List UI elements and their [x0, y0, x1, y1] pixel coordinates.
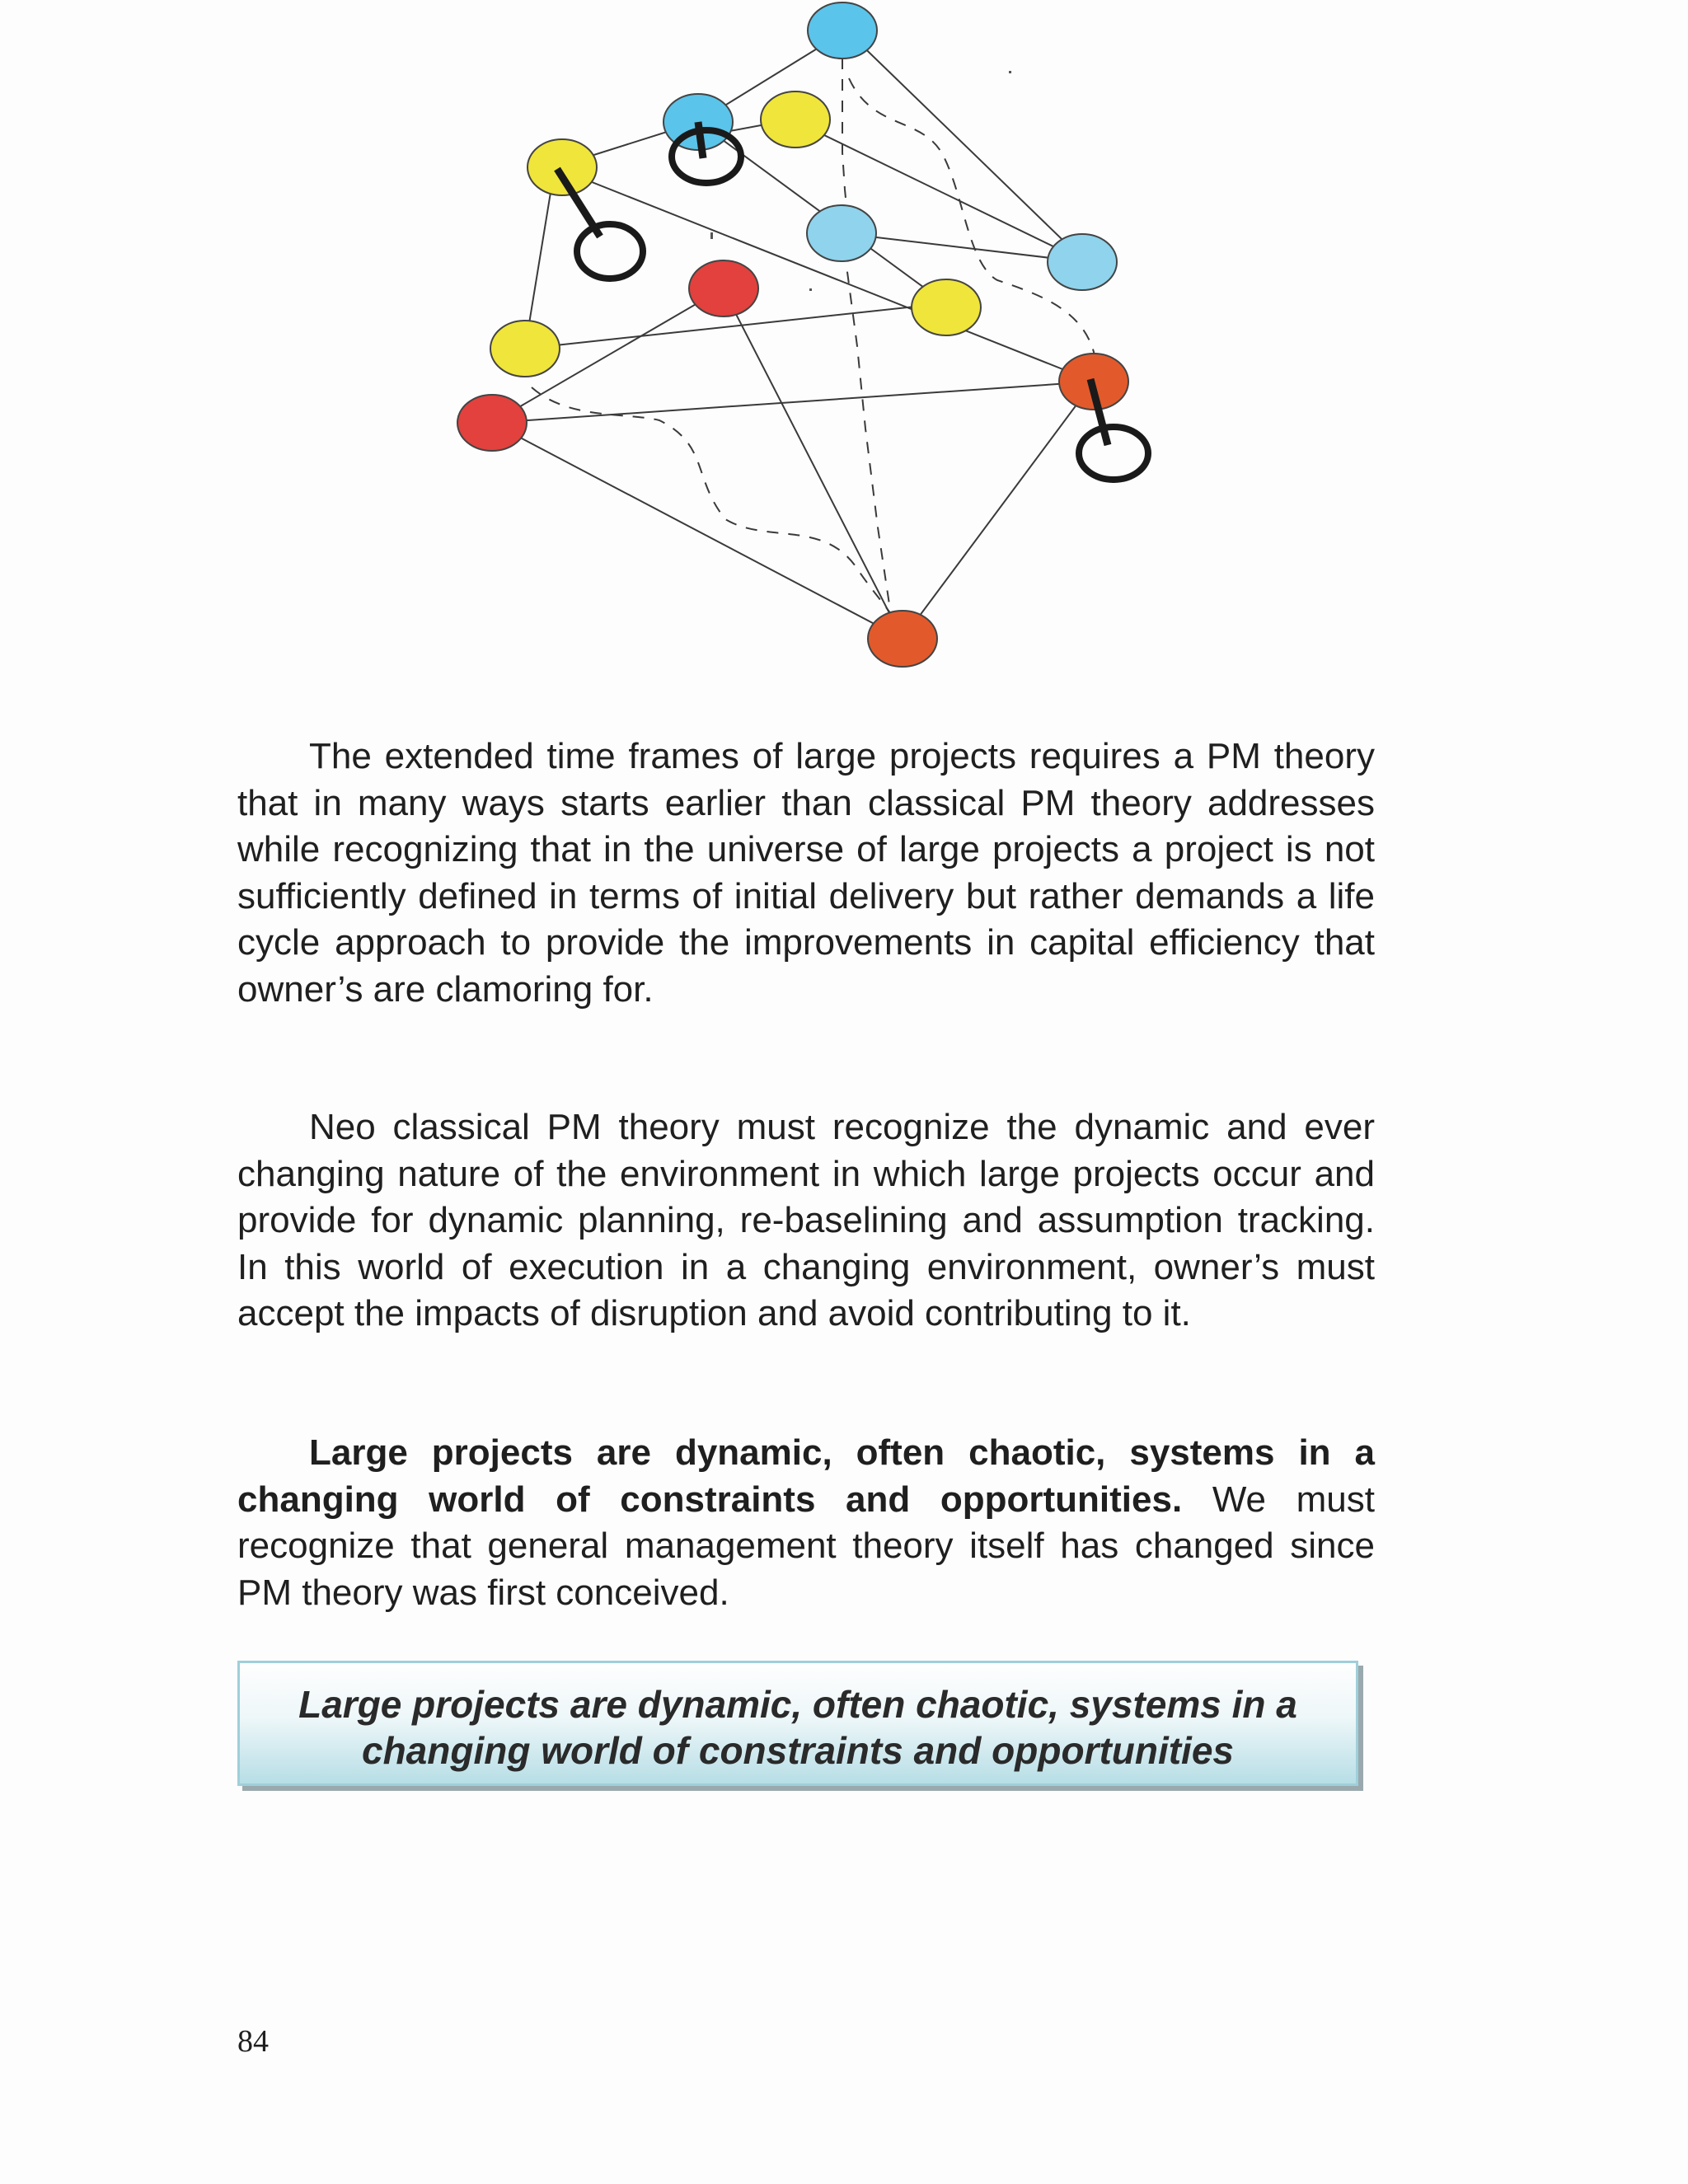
pull-quote-text: Large projects are dynamic, often chaotic, systems in a changing world of constraints and opportunities [298, 1683, 1297, 1772]
node-light-blue-right [1048, 234, 1117, 290]
pull-quote-box [237, 1661, 1358, 1786]
node-yellow-left [528, 139, 597, 195]
diagram-nodes [457, 2, 1128, 667]
node-red-middle [689, 260, 758, 316]
paragraph-3 [237, 1430, 1375, 1616]
diagram-pendulums [557, 122, 1148, 480]
node-blue-top [808, 2, 877, 59]
paragraph-1-text: The extended time frames of large projects requires a PM theory that in many ways starts earlier than classical PM theory addresses while recognizing that in the universe of large projects a project is not sufficiently defined in terms of initial delivery but rather demands a life cycle approach to provide the improvements in capital efficiency that owner’s are clamoring for. [237, 736, 1375, 1010]
node-yellow-lower [490, 321, 560, 377]
node-orange-bottom [868, 611, 937, 667]
paragraph-2 [237, 1104, 1375, 1338]
diagram-dots [710, 71, 1011, 291]
paragraph-2-text: Neo classical PM theory must recognize the dynamic and ever changing nature of the environment in which large projects occur and provide for dynamic planning, re-baselining and assumption tracking. In this world of execution in a changing environment, owner’s must accept the impacts of disruption and avoid contributing to it. [237, 1107, 1375, 1333]
paragraph-3-bold-text: Large projects are dynamic, often chaotic, systems in a changing world of constraints and opportunities. [237, 1432, 1375, 1520]
node-yellow-right [912, 279, 981, 335]
paragraph-3-text: We must recognize that general management theory itself has changed since PM theory was first conceived. [237, 1479, 1375, 1613]
node-blue-middle [807, 205, 876, 261]
paragraph-1 [237, 733, 1375, 1013]
node-red-left [457, 395, 527, 451]
page-number: 84 [237, 2024, 269, 2059]
node-yellow-upper [761, 91, 830, 148]
network-diagram [0, 0, 1688, 692]
